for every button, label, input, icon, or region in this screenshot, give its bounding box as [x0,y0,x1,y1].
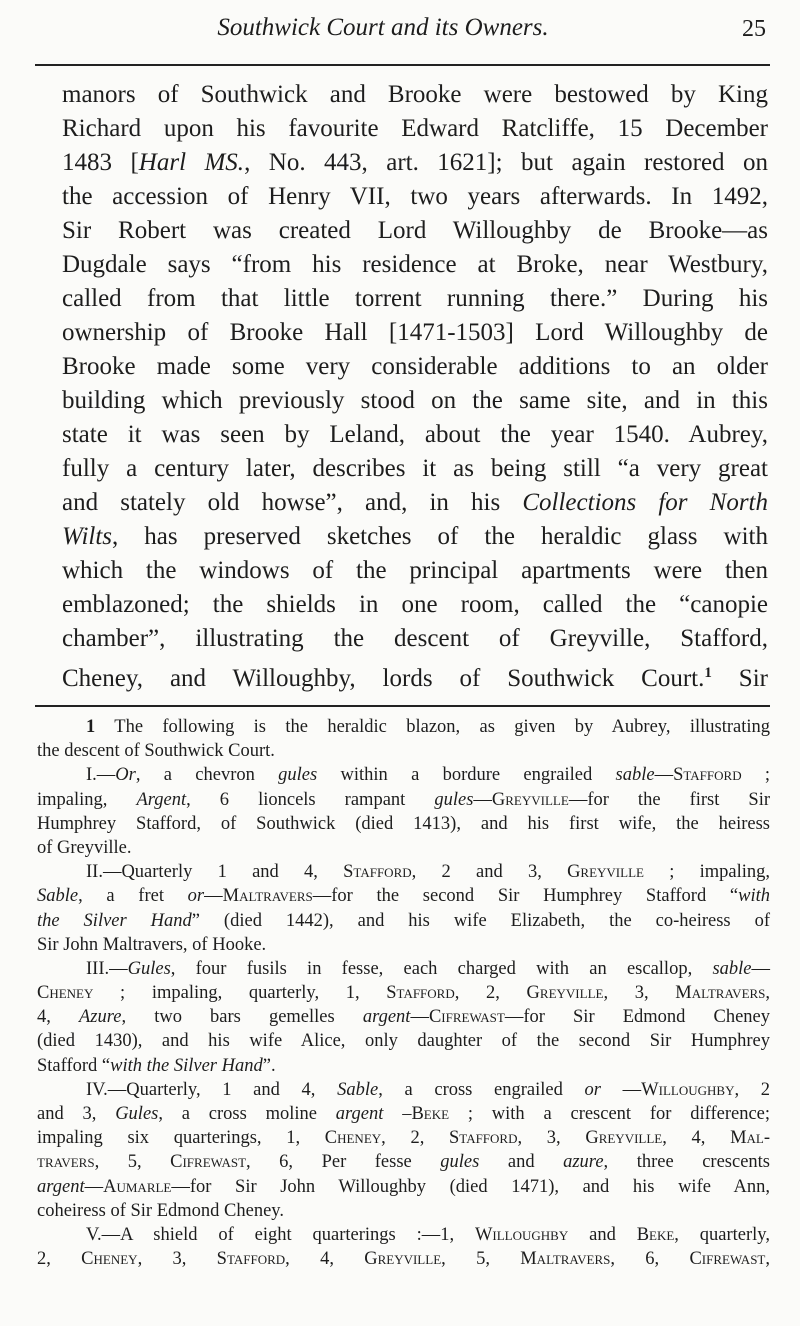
text-segment: III.— [86,958,128,979]
text-segment: — [204,886,223,907]
text-segment: Stafford [386,983,455,1004]
text-segment: Argent [136,789,187,810]
text-segment: 4, [37,1007,79,1028]
text-segment: — [473,789,492,810]
text-segment: Beke [411,1104,450,1124]
text-segment: Maltravers [675,983,766,1004]
footnotes [37,715,770,1271]
text-segment: Wilts [62,523,113,550]
text-segment: Azure [78,1007,122,1028]
text-segment: —for the first Sir [568,789,771,810]
text-segment: argent [335,1104,384,1124]
text-segment: with the Silver Hand [110,1055,263,1076]
footnote-line [37,933,770,957]
header-rule [35,64,770,66]
footnote-line [37,763,770,787]
text-segment: the accession of Henry VII, two years afterwards. In 1492, [62,183,768,210]
text-segment: , 2 and 3, [411,862,568,883]
text-segment: emblazoned; the shields in one room, called the “canopie [62,591,768,618]
text-segment: which the windows of the principal apartments were then [62,557,768,584]
text-segment: Richard upon his favourite Edward Ratcliffe, 15 December [62,115,768,142]
text-segment: ”. [262,1055,276,1076]
text-segment: (died 1430), and his wife Alice, only daughter of the second Sir Humphrey [37,1031,770,1052]
text-segment: Greyville [526,983,604,1004]
text-segment: azure [563,1152,604,1173]
text-segment: gules [440,1152,480,1173]
running-header-title: Southwick Court and its Owners. [217,14,549,41]
text-segment: ; [741,765,771,786]
text-segment: Cheney [81,1249,138,1270]
text-segment: — [410,1007,429,1028]
text-segment: building which previously stood on the same site, and in this [62,387,768,414]
text-segment: , 3, [603,983,676,1004]
text-segment: Greyville [491,789,569,810]
text-segment: II.—Quarterly 1 and 4, [86,862,344,883]
footnote-line [37,957,770,981]
text-segment: Dugdale says “from his residence at Broke, near Westbury, [62,251,768,278]
text-segment: Willoughby [641,1079,735,1100]
text-segment: V.—A shield of eight quarterings :—1, [86,1224,475,1245]
text-segment: the Silver Hand [37,910,192,931]
footnote-line [37,788,770,812]
text-segment: , 3, [517,1128,586,1149]
text-segment: — [601,1079,642,1100]
text-segment: Stafford [673,765,742,786]
text-segment: and stately old howse”, and, in his [62,489,523,516]
text-segment: — [654,765,674,786]
text-segment: —for Sir Edmond Cheney [504,1007,770,1028]
footnote-line [37,1175,770,1199]
footnote-line [37,981,770,1005]
text-segment: 2, [37,1249,82,1270]
text-segment: Cifrewast [689,1249,766,1270]
text-segment: Brooke made some very considerable additions to an older [62,353,768,380]
text-segment: manors of Southwick and Brooke were bestowed by King [62,81,768,108]
footnote-line [37,1150,770,1174]
body-line [62,588,768,622]
text-segment: or [187,886,205,907]
text-segment: Stafford “ [37,1055,111,1076]
text-segment: gules [278,765,318,786]
text-segment: of Greyville. [37,837,132,858]
text-segment: Cheney [324,1128,382,1149]
page-number: 25 [742,16,766,42]
text-segment: Cheney [37,983,94,1004]
footnote-line [37,1054,770,1078]
text-segment: and 3, [37,1104,116,1124]
text-segment: ownership of Brooke Hall [1471-1503] Lord Willoughby de [62,319,768,346]
text-segment: The following is the heraldic blazon, as given by Aubrey, illustrating [95,717,770,737]
footnote-line [37,739,770,763]
text-segment: Harl MS. [138,149,245,176]
body-line [62,248,768,282]
text-segment: Stafford [343,862,412,883]
body-line [62,146,768,180]
footnote-line [37,812,770,836]
text-segment: , 6, Per fesse [246,1152,441,1173]
text-segment: Maltravers [222,886,313,907]
footnote-rule [35,705,770,707]
body-line [62,656,768,690]
footnote-line [37,860,770,884]
text-segment: , a chevron [135,765,279,786]
text-segment: Sir John Maltravers, of Hooke. [37,934,267,955]
text-segment: argent [362,1007,411,1028]
text-segment: , two bars gemelles [121,1007,363,1028]
text-segment: Sable [37,886,79,907]
text-segment: , a fret [78,886,188,907]
text-segment: , 4, [662,1128,731,1149]
text-segment: — [751,958,770,979]
text-segment: within a bordure engrailed [317,765,616,786]
text-segment: ; with a crescent for difference; [449,1104,771,1124]
text-segment: sable [712,958,752,979]
body-line [62,452,768,486]
text-segment: Cifrewast [170,1152,247,1173]
text-segment: Stafford [449,1128,518,1149]
body-line [62,112,768,146]
text-segment: Maltravers [520,1249,611,1270]
text-segment: , 2 [734,1079,771,1100]
text-segment: state it was seen by Leland, about the year 1540. Aubrey, [62,421,768,448]
text-segment: , four fusils in fesse, each charged with an escallop, [170,958,713,979]
footnote-line [37,1223,770,1247]
text-segment: 1483 [ [62,149,139,176]
text-segment: Stafford [216,1249,286,1270]
text-segment: Gules [127,958,171,979]
text-segment: and [479,1152,564,1173]
text-segment: , 6 lioncels rampant [186,789,435,810]
footnote-line [37,909,770,933]
body-line [62,486,768,520]
text-segment: , a cross moline [158,1104,336,1124]
footnote-line [37,1029,770,1053]
text-segment: sable [615,765,655,786]
text-segment: gules [434,789,474,810]
text-segment: impaling six quarterings, 1, [37,1128,325,1149]
text-segment: argent [37,1176,85,1197]
body-line [62,316,768,350]
body-line [62,282,768,316]
text-segment: 1 [86,717,96,737]
body-line [62,180,768,214]
text-segment: , 3, [137,1249,217,1270]
text-segment: called from that little torrent running there.” During his [62,285,768,312]
text-segment: Or [115,765,136,786]
text-segment: I.— [86,765,116,786]
body-line [62,78,768,112]
text-segment: Sir [711,665,768,692]
text-segment: Willoughby [474,1224,569,1245]
text-segment: , quarterly, [674,1224,770,1245]
text-segment: , No. 443, art. 1621]; but again restored on [244,149,769,176]
footnote-line [37,1199,770,1223]
text-segment: Sable [337,1079,379,1100]
text-segment: the descent of Southwick Court. [37,741,275,762]
text-segment: with [738,886,770,907]
body-line [62,384,768,418]
footnote-reference: 1 [704,665,712,681]
text-segment: impaling, [37,789,137,810]
footnote-line [37,715,770,739]
footnote-line [37,1247,770,1271]
text-segment: travers [37,1152,95,1173]
text-segment: —for the second Sir Humphrey Stafford “ [312,886,739,907]
text-segment: Cifrewast [428,1007,505,1028]
text-segment: — [84,1176,104,1197]
text-segment: , 6, [610,1249,690,1270]
text-segment: Beke [636,1224,675,1245]
text-segment: or [584,1079,601,1100]
text-segment: —for Sir John Willoughby (died 1471), and his wife Ann, [171,1176,770,1197]
body-line [62,214,768,248]
text-segment: , has preserved sketches of the heraldic glass with [112,523,768,550]
text-segment: ; impaling, [643,862,770,883]
text-segment: , [765,1249,770,1270]
footnote-line [37,1078,770,1102]
footnote-line [37,884,770,908]
text-segment: IV.—Quarterly, 1 and 4, [86,1079,338,1100]
text-segment: , 5, [94,1152,171,1173]
text-segment: Gules [115,1104,159,1124]
footnote-line [37,836,770,860]
text-segment: Greyville [364,1249,442,1270]
text-segment: Aumarle [103,1176,172,1197]
text-segment: Humphrey Stafford, of Southwick (died 1413), and his first wife, the heiress [37,813,770,834]
text-segment: , a cross engrailed [378,1079,585,1100]
footnote-line [37,1102,770,1126]
text-segment: , three crescents [603,1152,770,1173]
text-segment: ” (died 1442), and his wife Elizabeth, the co-heiress of [191,910,770,931]
body-line [62,554,768,588]
text-segment: Cheney, and Willoughby, lords of Southwick Court. [62,665,705,692]
footnote-line [37,1005,770,1029]
text-segment: chamber”, illustrating the descent of Greyville, Stafford, [62,625,768,652]
text-segment: , [765,983,771,1004]
body-line [62,520,768,554]
text-segment: Collections for North [522,489,769,516]
text-segment: Greyville [567,862,644,883]
text-segment: Greyville [585,1128,663,1149]
text-segment: Mal- [730,1128,771,1149]
text-segment: Sir Robert was created Lord Willoughby de Brooke—as [62,217,768,244]
footnote-line [37,1126,770,1150]
text-segment: – [383,1104,412,1124]
text-segment: , 2, [454,983,527,1004]
text-segment: and [568,1224,637,1245]
text-segment: , 4, [285,1249,365,1270]
text-segment: fully a century later, describes it as being still “a very great [62,455,768,482]
body-line [62,350,768,384]
body-text [62,78,768,690]
text-segment: coheiress of Sir Edmond Cheney. [37,1200,284,1221]
text-segment: ; impaling, quarterly, 1, [93,983,387,1004]
body-line [62,622,768,656]
text-segment: , 5, [441,1249,521,1270]
body-line [62,418,768,452]
text-segment: , 2, [381,1128,449,1149]
